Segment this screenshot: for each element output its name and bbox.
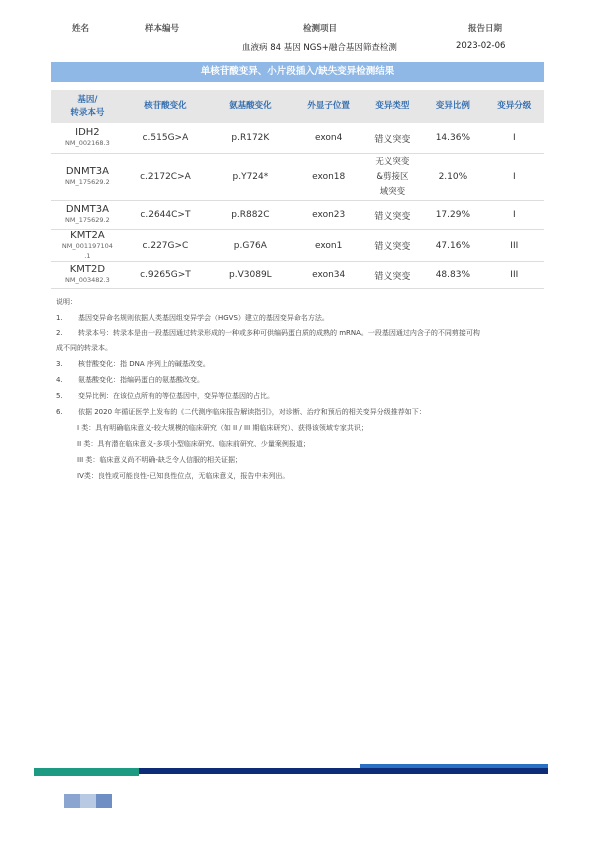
col-header-aa: 氨基酸变化 [207, 90, 294, 123]
exon-cell: exon23 [294, 201, 364, 230]
tier-cell: III [485, 262, 544, 289]
note-number: 6. [56, 408, 63, 416]
section-title-banner: 单核苷酸变异、小片段插入/缺失变异检测结果 [51, 62, 544, 82]
test-item-label: 检测项目 [303, 24, 338, 34]
test-item-value: 血液病 84 基因 NGS+融合基因筛查检测 [242, 43, 397, 53]
nt-change-cell: c.2644C>T [124, 201, 207, 230]
vaf-cell: 47.16% [421, 230, 484, 262]
nt-change-cell: c.515G>A [124, 123, 207, 154]
transcript-id-suffix: .1 [84, 251, 91, 260]
tier-description: II 类：具有潜在临床意义-多项小型临床研究、临床前研究、少量案例报道； [77, 440, 310, 448]
vaf-cell: 17.29% [421, 201, 484, 230]
transcript-id: NM_175629.2 [65, 216, 110, 224]
note-text: 核苷酸变化：指 DNA 序列上的碱基改变。 [78, 360, 210, 368]
vaf-cell: 14.36% [421, 123, 484, 154]
table-row [51, 154, 544, 201]
vtype-cell: 错义突变 [364, 201, 421, 230]
tier-cell: I [485, 154, 544, 201]
note-number: 1. [56, 314, 63, 322]
footer-logo-block [64, 794, 80, 808]
vtype-cell [364, 154, 421, 201]
gene-cell [51, 201, 124, 230]
report-date-value: 2023-02-06 [456, 41, 506, 51]
transcript-id: NM_175629.2 [65, 178, 110, 186]
aa-change-cell: p.R882C [207, 201, 294, 230]
col-header-nt: 核苷酸变化 [124, 90, 207, 123]
tier-description: I 类：具有明确临床意义-较大规模的临床研究（如 II / III 期临床研究）、获得该领域专家共识； [77, 424, 368, 432]
col-header-vaf: 变异比例 [421, 90, 484, 123]
vtype-line: &剪接区 [376, 171, 409, 182]
note-number: 5. [56, 392, 63, 400]
footer-stripe-navy [130, 768, 548, 774]
exon-cell: exon1 [294, 230, 364, 262]
exon-cell: exon34 [294, 262, 364, 289]
col-header-gene-line2: 转录本号 [70, 107, 105, 118]
transcript-id: NM_001197104 [61, 241, 113, 250]
exon-cell: exon4 [294, 123, 364, 154]
vtype-line: 域突变 [379, 186, 406, 197]
note-text: 变异比例：在该位点所有的等位基因中，变异等位基因的占比。 [78, 392, 274, 400]
note-number: 3. [56, 360, 63, 368]
gene-cell [51, 262, 124, 289]
tier-cell: I [485, 201, 544, 230]
note-number: 4. [56, 376, 63, 384]
note-text: 氨基酸变化：指编码蛋白的氨基酸改变。 [78, 376, 204, 384]
transcript-id: NM_002168.3 [65, 139, 110, 147]
footer-logo-block [80, 794, 96, 808]
nt-change-cell: c.227G>C [124, 230, 207, 262]
tier-description: III 类：临床意义尚不明确-缺乏令人信服的相关证据； [77, 456, 242, 464]
col-header-gene-line1: 基因/ [77, 94, 98, 105]
tier-cell: I [485, 123, 544, 154]
gene-name: KMT2A [70, 229, 105, 241]
vtype-line: 无义突变 [375, 156, 410, 167]
exon-cell: exon18 [294, 154, 364, 201]
footer-logo-block [96, 794, 112, 808]
col-header-gene [51, 90, 124, 123]
col-header-exon: 外显子位置 [294, 90, 364, 123]
table-row [51, 123, 544, 154]
note-continuation: 成不同的转录本。 [56, 344, 112, 352]
note-number: 2. [56, 329, 63, 337]
gene-cell [51, 123, 124, 154]
gene-name: KMT2D [69, 264, 106, 275]
report-date-label: 报告日期 [468, 24, 503, 34]
note-text: 基因变异命名规则依据人类基因组变异学会（HGVS）建立的基因变异命名方法。 [78, 314, 329, 322]
col-header-vtype: 变异类型 [364, 90, 421, 123]
notes-title: 说明： [56, 298, 77, 306]
sample-no-label: 样本编号 [145, 24, 180, 34]
gene-name: DNMT3A [65, 204, 109, 215]
gene-name: DNMT3A [65, 166, 109, 177]
aa-change-cell: p.Y724* [207, 154, 294, 201]
vaf-cell: 48.83% [421, 262, 484, 289]
gene-name: IDH2 [75, 127, 100, 138]
gene-cell [51, 230, 124, 262]
gene-cell [51, 154, 124, 201]
nt-change-cell: c.2172C>A [124, 154, 207, 201]
table-row [51, 201, 544, 230]
aa-change-cell: p.V3089L [207, 262, 294, 289]
tier-description: IV类：良性或可能良性-已知良性位点，无临床意义，报告中未列出。 [77, 472, 290, 480]
table-header-row [51, 90, 544, 123]
variant-table [51, 90, 544, 289]
col-header-tier: 变异分级 [485, 90, 544, 123]
vaf-cell: 2.10% [421, 154, 484, 201]
note-text: 转录本号：转录本是由一段基因通过转录形成的一种或多种可供编码蛋白质的成熟的 mRNA。一段基因通过内含子的不同剪接可构 [78, 329, 480, 337]
nt-change-cell: c.9265G>T [124, 262, 207, 289]
note-text: 依据 2020 年循证医学上发布的《二代测序临床报告解读指引》，对诊断、治疗和预后的相关变异分级推荐如下： [78, 408, 426, 416]
tier-cell: III [485, 230, 544, 262]
name-label: 姓名 [72, 24, 90, 34]
transcript-id: NM_003482.3 [65, 276, 110, 284]
footer-stripe-green [34, 768, 139, 776]
vtype-cell: 错义突变 [364, 230, 421, 262]
vtype-cell: 错义突变 [364, 123, 421, 154]
aa-change-cell: p.G76A [207, 230, 294, 262]
vtype-cell: 错义突变 [364, 262, 421, 289]
table-row [51, 262, 544, 289]
table-row [51, 230, 544, 262]
aa-change-cell: p.R172K [207, 123, 294, 154]
